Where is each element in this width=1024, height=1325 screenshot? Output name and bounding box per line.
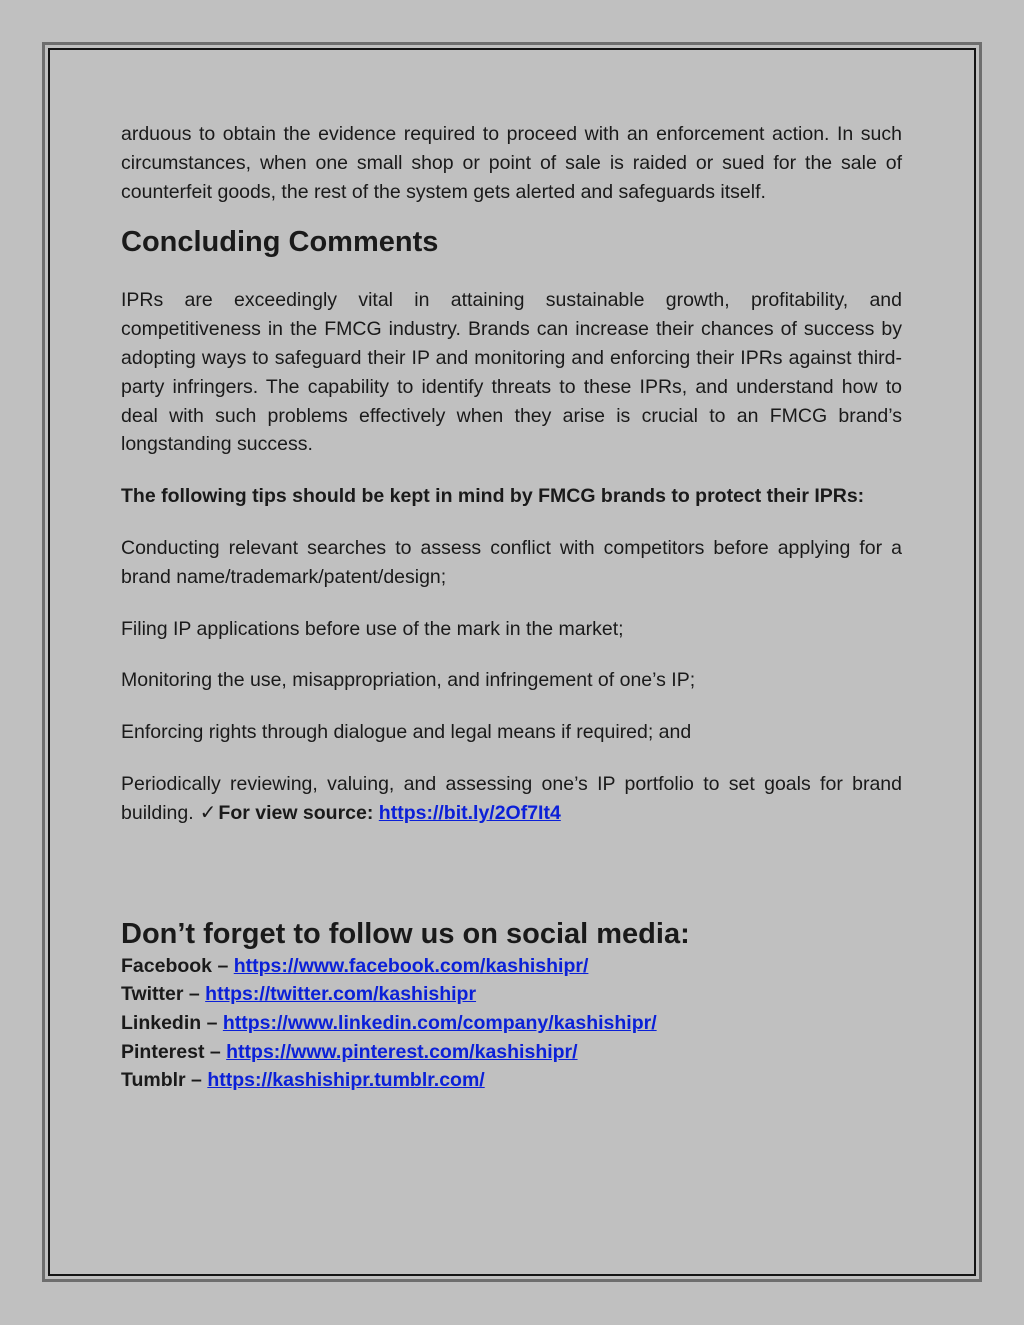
social-name: Twitter — [121, 983, 184, 1006]
social-item-facebook — [121, 952, 902, 981]
social-separator: – — [183, 983, 206, 1006]
pinterest-link[interactable]: https://www.pinterest.com/kashishipr/ — [226, 1040, 578, 1063]
social-separator: – — [185, 1069, 208, 1092]
tip-item-with-source — [121, 770, 902, 828]
source-link[interactable]: https://bit.ly/2Of7It4 — [378, 801, 561, 824]
social-name: Facebook — [121, 954, 213, 977]
social-separator: – — [201, 1011, 223, 1034]
social-separator: – — [204, 1040, 227, 1063]
tip-item: Conducting relevant searches to assess conflict with competitors before applying for a brand name/trademark/patent/design; — [121, 536, 902, 588]
source-label: For view source: — [218, 801, 374, 824]
social-item-tumblr — [121, 1066, 902, 1095]
social-item-pinterest — [121, 1038, 902, 1067]
tumblr-link[interactable]: https://kashishipr.tumblr.com/ — [207, 1069, 485, 1092]
tip-item: Monitoring the use, misappropriation, and infringement of one’s IP; — [121, 669, 696, 692]
social-heading: Don’t forget to follow us on social media: — [121, 917, 690, 950]
twitter-link[interactable]: https://twitter.com/kashishipr — [205, 983, 477, 1006]
social-name: Tumblr — [121, 1069, 186, 1092]
tip-item: Filing IP applications before use of the mark in the market; — [121, 617, 624, 640]
concluding-paragraph: IPRs are exceedingly vital in attaining sustainable growth, profitability, and competitiveness in the FMCG industry. Brands can increase their chances of success by adopting ways to safeguard their IP and monitoring and enforcing their IPRs against third-party infringers. The capability to identify threats to these IPRs, and understand how to deal with such problems effectively when they arise is crucial to an FMCG brand’s longstanding success. — [121, 289, 902, 456]
section-heading: Concluding Comments — [121, 226, 439, 259]
linkedin-link[interactable]: https://www.linkedin.com/company/kashishipr/ — [222, 1011, 657, 1034]
document-content — [121, 120, 902, 1095]
social-name: Linkedin — [121, 1011, 202, 1034]
check-icon: ✓ — [199, 801, 217, 824]
social-item-linkedin — [121, 1009, 902, 1038]
tip-item: Periodically reviewing, valuing, and assessing one’s IP portfolio to set goals for brand building. — [121, 772, 902, 824]
social-name: Pinterest — [121, 1040, 205, 1063]
facebook-link[interactable]: https://www.facebook.com/kashishipr/ — [233, 954, 589, 977]
tip-item: Enforcing rights through dialogue and legal means if required; and — [121, 721, 692, 744]
social-separator: – — [212, 954, 234, 977]
intro-paragraph: arduous to obtain the evidence required to proceed with an enforcement action. In such circumstances, when one small shop or point of sale is raided or sued for the sale of counterfeit goods, the rest of the system gets alerted and safeguards itself. — [121, 123, 902, 203]
social-item-twitter — [121, 980, 902, 1009]
social-links-list — [121, 952, 902, 1096]
tips-heading: The following tips should be kept in mind by FMCG brands to protect their IPRs: — [121, 485, 865, 508]
